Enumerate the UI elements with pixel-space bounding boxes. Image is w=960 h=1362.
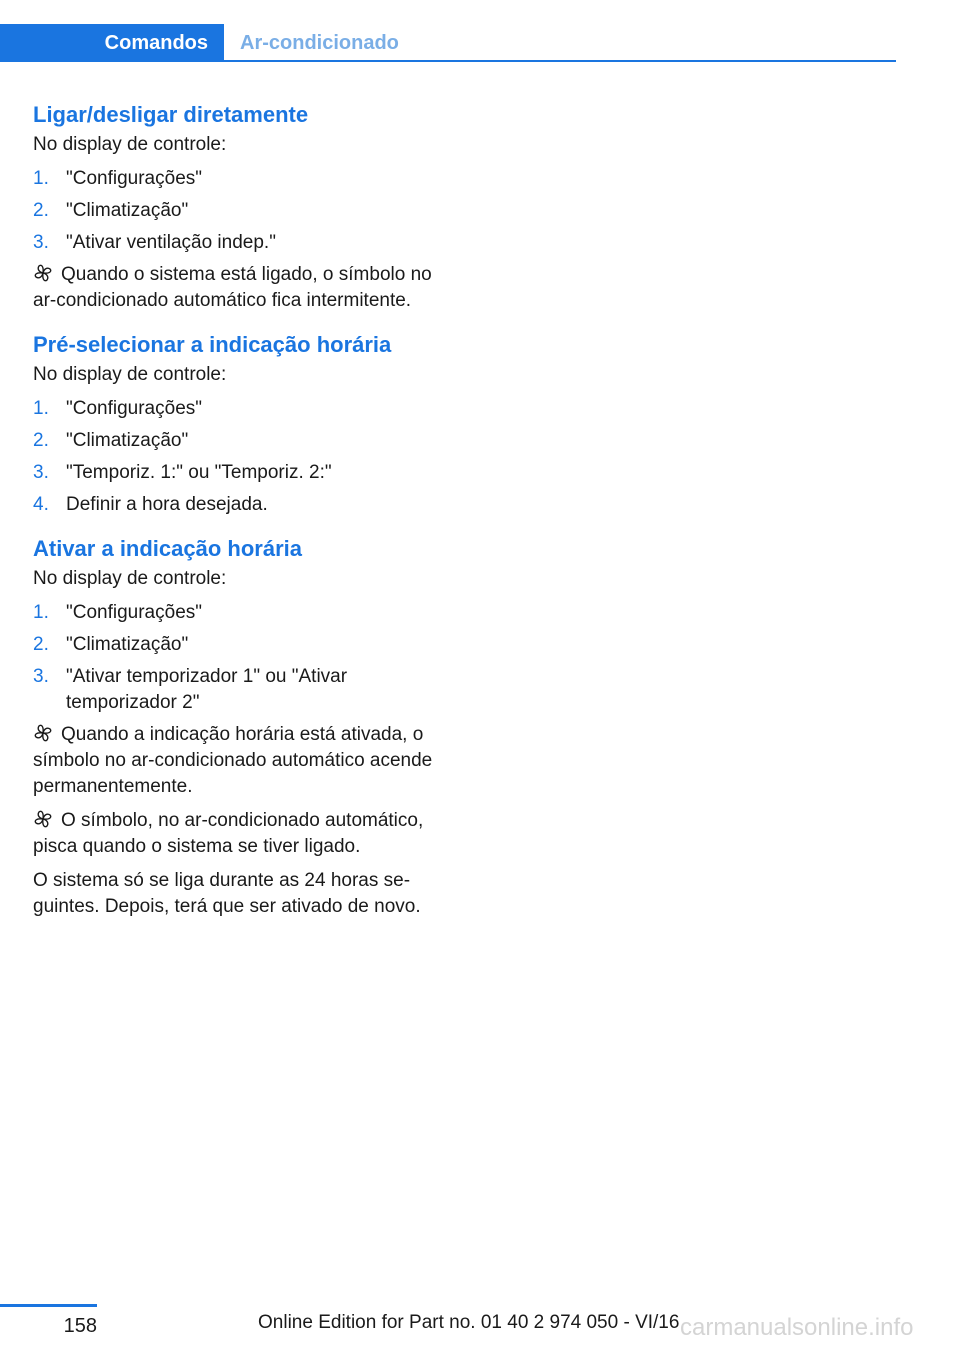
list-item <box>33 460 453 486</box>
note-text: Quando o sistema está ligado, o símbolo no ar-condicionado automático fica intermitente. <box>33 264 432 311</box>
list-item <box>33 396 453 422</box>
tab-comandos-label: Comandos <box>104 31 208 54</box>
tab-ar-condicionado[interactable] <box>240 24 399 62</box>
step-number: 1. <box>33 168 49 189</box>
step-number: 3. <box>33 666 49 687</box>
step-number: 3. <box>33 462 49 483</box>
fan-icon <box>33 809 53 829</box>
step-text: "Climatização" <box>66 430 189 451</box>
step-number: 4. <box>33 494 49 515</box>
section-intro: No display de controle: <box>33 134 227 155</box>
step-list <box>33 166 453 256</box>
section-intro: No display de controle: <box>33 364 227 385</box>
step-number: 3. <box>33 232 49 253</box>
watermark: carmanualsonline.info <box>680 1314 914 1341</box>
header-underline <box>224 60 896 62</box>
tab-ar-condicionado-label: Ar-condicionado <box>240 31 399 54</box>
fan-icon <box>33 723 53 743</box>
step-text: "Ativar ventilação indep." <box>66 232 276 253</box>
step-list <box>33 396 453 518</box>
main-content <box>33 100 453 928</box>
step-text: "Climatização" <box>66 634 189 655</box>
step-number: 1. <box>33 398 49 419</box>
step-text: "Climatização" <box>66 200 189 221</box>
note-paragraph <box>33 262 453 314</box>
header-bar <box>0 0 960 64</box>
section-intro: No display de controle: <box>33 568 227 589</box>
list-item <box>33 166 453 192</box>
tab-comandos[interactable] <box>0 24 224 62</box>
step-number: 1. <box>33 602 49 623</box>
list-item <box>33 198 453 224</box>
step-text: "Ativar temporizador 1" ou "Ativar temporizador 2" <box>66 666 348 713</box>
fan-icon <box>33 263 53 283</box>
section-title: Ativar a indicação horária <box>33 536 302 561</box>
list-item <box>33 600 453 626</box>
list-item <box>33 632 453 658</box>
step-list <box>33 600 453 716</box>
page-number: 158 <box>63 1315 97 1337</box>
footer-line <box>0 1304 97 1307</box>
note-text: O símbolo, no ar-condicionado automático, pisca quando o sistema se tiver ligado. <box>33 810 424 857</box>
list-item <box>33 492 453 518</box>
list-item <box>33 428 453 454</box>
step-text: "Configurações" <box>66 602 203 623</box>
step-number: 2. <box>33 634 49 655</box>
step-text: "Configurações" <box>66 398 203 419</box>
list-item <box>33 664 453 716</box>
note-paragraph <box>33 722 453 800</box>
list-item <box>33 230 453 256</box>
note-paragraph <box>33 808 453 860</box>
section-title: Ligar/desligar diretamente <box>33 102 309 127</box>
section-title: Pré-selecionar a indicação horária <box>33 332 392 357</box>
step-number: 2. <box>33 200 49 221</box>
closing-paragraph: O sistema só se liga durante as 24 horas se-guintes. Depois, terá que ser ativado de novo. <box>33 870 421 917</box>
step-text: "Temporiz. 1:" ou "Temporiz. 2:" <box>66 462 332 483</box>
step-text: "Configurações" <box>66 168 203 189</box>
note-text: Quando a indicação horária está ativada, o símbolo no ar-condicionado automático acende permanentemente. <box>33 724 433 797</box>
step-number: 2. <box>33 430 49 451</box>
edition-text: Online Edition for Part no. 01 40 2 974 050 - VI/16 <box>258 1312 680 1333</box>
step-text: Definir a hora desejada. <box>66 494 268 515</box>
